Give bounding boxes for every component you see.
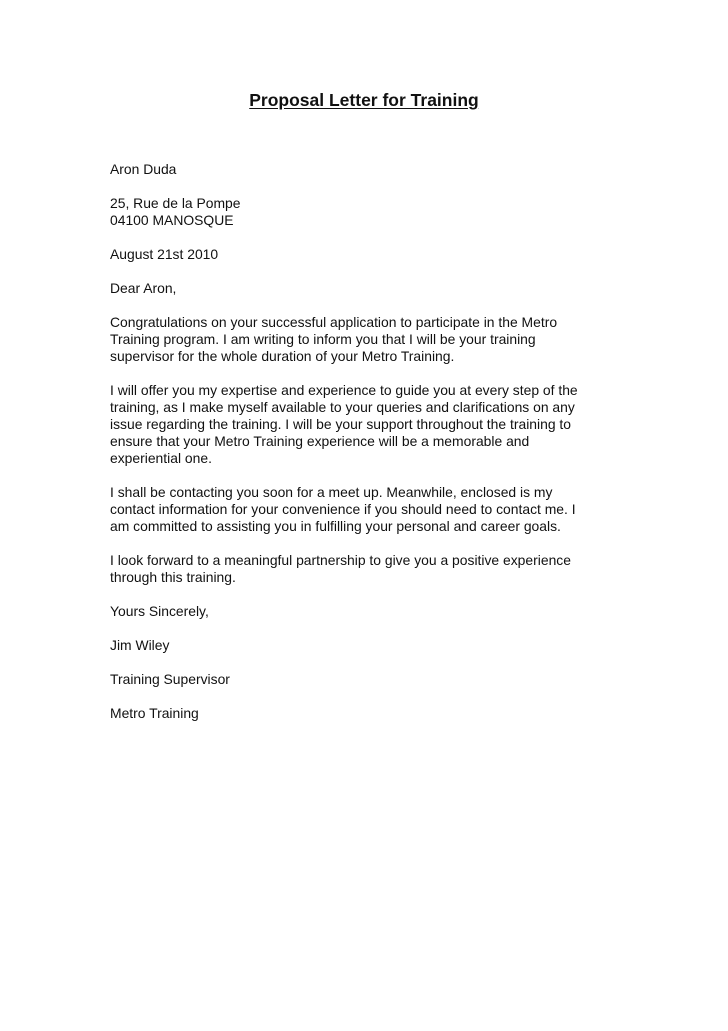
paragraph-line: I will offer you my expertise and experience to guide you at every step of the [110, 382, 578, 398]
paragraph-line: through this training. [110, 569, 236, 585]
paragraph-line: contact information for your convenience if you should need to contact me. I [110, 501, 576, 517]
paragraph-line: I shall be contacting you soon for a meet up. Meanwhile, enclosed is my [110, 484, 553, 500]
letter-body [110, 161, 610, 739]
letter-date: August 21st 2010 [110, 246, 219, 262]
paragraph-contact [110, 484, 610, 535]
paragraph-line: Training program. I am writing to inform you that I will be your training [110, 331, 536, 347]
paragraph-support [110, 382, 610, 467]
paragraph-line: Congratulations on your successful application to participate in the Metro [110, 314, 558, 330]
recipient-address [110, 195, 610, 229]
recipient-address-line-1: 25, Rue de la Pompe [110, 195, 241, 211]
recipient-name: Aron Duda [110, 161, 177, 177]
paragraph-line: training, as I make myself available to your queries and clarifications on any [110, 399, 575, 415]
closing: Yours Sincerely, [110, 603, 209, 619]
paragraph-line: ensure that your Metro Training experience will be a memorable and [110, 433, 530, 449]
sender-name: Jim Wiley [110, 637, 170, 653]
sender-organization: Metro Training [110, 705, 199, 721]
sender-role: Training Supervisor [110, 671, 230, 687]
letter-title: Proposal Letter for Training [249, 90, 479, 110]
paragraph-partnership [110, 552, 610, 586]
paragraph-line: am committed to assisting you in fulfilling your personal and career goals. [110, 518, 561, 534]
paragraph-line: supervisor for the whole duration of your Metro Training. [110, 348, 455, 364]
paragraph-congratulations [110, 314, 610, 365]
paragraph-line: I look forward to a meaningful partnership to give you a positive experience [110, 552, 571, 568]
paragraph-line: issue regarding the training. I will be your support throughout the training to [110, 416, 571, 432]
paragraph-line: experiential one. [110, 450, 212, 466]
recipient-address-line-2: 04100 MANOSQUE [110, 212, 234, 228]
salutation: Dear Aron, [110, 280, 177, 296]
